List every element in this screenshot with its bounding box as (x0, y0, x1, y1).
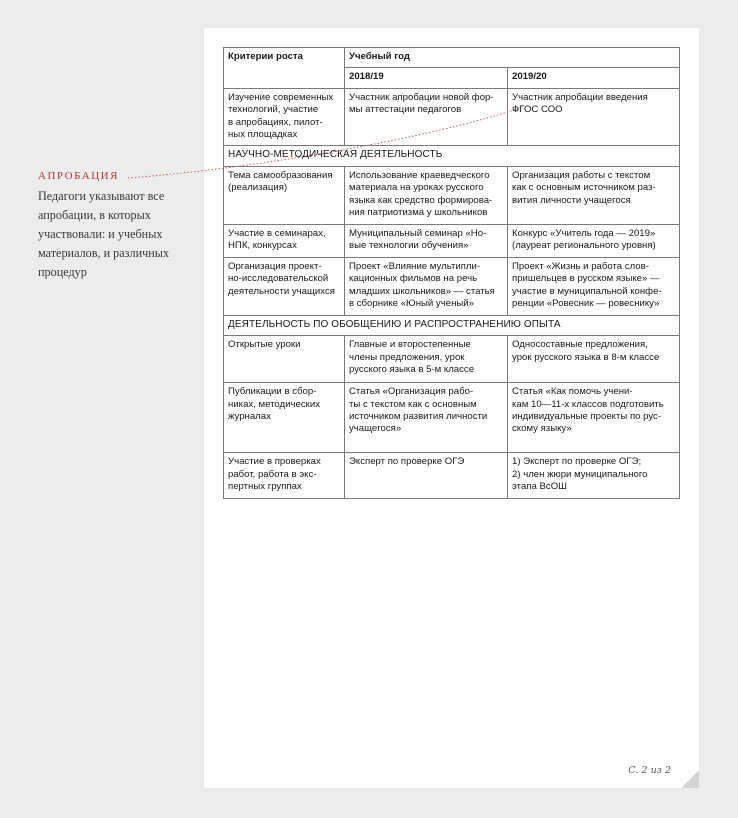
header-criteria: Критерии роста (224, 48, 345, 89)
year1-cell: Эксперт по проверке ОГЭ (345, 453, 508, 499)
header-year-2018-19: 2018/19 (345, 68, 508, 88)
header-school-year: Учебный год (345, 48, 680, 68)
margin-note-label: АПРОБАЦИЯ (38, 170, 119, 182)
section-title-dissemination: ДЕЯТЕЛЬНОСТЬ ПО ОБОБЩЕНИЮ И РАСПРОСТРАНЕНИЮ ОПЫТА (224, 315, 680, 335)
table-row (224, 453, 680, 499)
year1-cell: Использование краеведческого материала на уроках русского языка как средство формирова- ния патриотизма у школьников (345, 166, 508, 224)
page-corner-fold (681, 770, 699, 788)
table-row (224, 383, 680, 453)
table-row (224, 224, 680, 257)
table-row (224, 336, 680, 383)
year1-cell: Статья «Организация рабо- ты с текстом как с основным источником развития личности учащегося» (345, 383, 508, 453)
year2-cell: 1) Эксперт по проверке ОГЭ; 2) член жюри муниципального этапа ВсОШ (508, 453, 680, 499)
criterion-cell: Участие в проверках работ, работа в экс- пертных группах (224, 453, 345, 499)
year1-cell: Проект «Влияние мультипли- кационных фильмов на речь младших школьников» — статья в сборнике «Юный ученый» (345, 257, 508, 315)
year2-cell: Односоставные предложения, урок русского языка в 8-м классе (508, 336, 680, 383)
table-row (224, 257, 680, 315)
criterion-cell: Публикации в сбор- никах, методических журналах (224, 383, 345, 453)
criterion-cell: Тема самообразования (реализация) (224, 166, 345, 224)
header-year-2019-20: 2019/20 (508, 68, 680, 88)
table-row (224, 88, 680, 146)
year2-cell: Статья «Как помочь учени- кам 10—11-х классов подготовить индивидуальные проекты по рус- скому языку» (508, 383, 680, 453)
year2-cell: Конкурс «Учитель года — 2019» (лауреат регионального уровня) (508, 224, 680, 257)
criterion-cell: Организация проект- но-исследовательской деятельности учащихся (224, 257, 345, 315)
page-number: С. 2 из 2 (628, 765, 671, 776)
year1-cell: Участник апробации новой фор- мы аттестации педагогов (345, 88, 508, 146)
section-header-row (224, 315, 680, 335)
margin-note (38, 170, 198, 282)
section-title-methodical: НАУЧНО-МЕТОДИЧЕСКАЯ ДЕЯТЕЛЬНОСТЬ (224, 146, 680, 166)
criterion-cell: Изучение современных технологий, участие в апробациях, пилот- ных площадках (224, 88, 345, 146)
margin-note-text: Педагоги указывают все апробации, в которых участвовали: и учебных материалов, и различных процедур (38, 189, 170, 279)
section-header-row (224, 146, 680, 166)
year2-cell: Проект «Жизнь и работа слов- пришельцев в русском языке» — участие в муниципальной конфе- ренции «Ровесник — ровеснику» (508, 257, 680, 315)
year2-cell: Участник апробации введения ФГОС СОО (508, 88, 680, 146)
year1-cell: Муниципальный семинар «Но- вые технологии обучения» (345, 224, 508, 257)
table-row (224, 166, 680, 224)
year1-cell: Главные и второстепенные члены предложения, урок русского языка в 5-м классе (345, 336, 508, 383)
year2-cell: Организация работы с текстом как с основным источником раз- вития личности учащегося (508, 166, 680, 224)
growth-criteria-table (223, 47, 680, 499)
criterion-cell: Участие в семинарах, НПК, конкурсах (224, 224, 345, 257)
criterion-cell: Открытые уроки (224, 336, 345, 383)
